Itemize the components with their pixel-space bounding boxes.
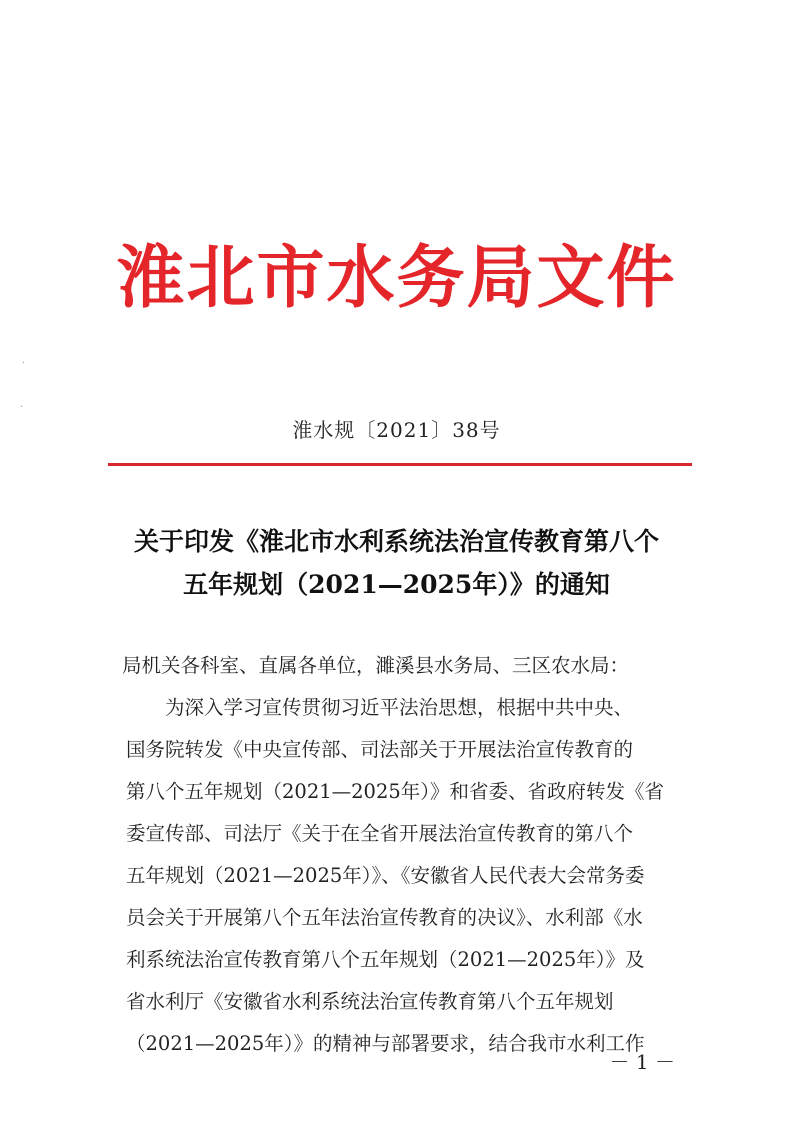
document-header-title: 淮北市水务局文件	[116, 238, 677, 318]
body-line: 第八个五年规划（2021—2025年）》和省委、省政府转发《省	[126, 780, 665, 803]
body-line: 为深入学习宣传贯彻习近平法治思想，根据中共中央、	[165, 696, 634, 719]
body-line: 省水利厅《安徽省水利系统法治宣传教育第八个五年规划	[126, 990, 614, 1013]
notice-title-line-2: 五年规划（2021—2025年）》的通知	[183, 570, 610, 599]
red-divider-line	[108, 463, 692, 466]
scan-speck: ·	[22, 358, 26, 369]
document-number: 淮水规〔2021〕38号	[292, 418, 501, 442]
body-line: 国务院转发《中央宣传部、司法部关于开展法治宣传教育的	[126, 738, 634, 761]
body-line: 利系统法治宣传教育第八个五年规划（2021—2025年）》及	[126, 948, 645, 971]
salutation-line: 局机关各科室、直属各单位，濉溪县水务局、三区农水局：	[122, 654, 630, 677]
body-line: 员会关于开展第八个五年法治宣传教育的决议》、水利部《水	[126, 906, 643, 929]
body-line: （2021—2025年）》的精神与部署要求，结合我市水利工作	[126, 1032, 645, 1055]
notice-body	[122, 645, 686, 1065]
body-line: 五年规划（2021—2025年）》、《安徽省人民代表大会常务委	[126, 864, 645, 887]
notice-title	[90, 520, 703, 606]
body-line: 委宣传部、司法厅《关于在全省开展法治宣传教育的第八个	[126, 822, 634, 845]
scan-speck: ·	[20, 402, 24, 413]
page-number: － 1 －	[609, 1050, 675, 1074]
notice-title-line-1: 关于印发《淮北市水利系统法治宣传教育第八个	[133, 527, 659, 556]
